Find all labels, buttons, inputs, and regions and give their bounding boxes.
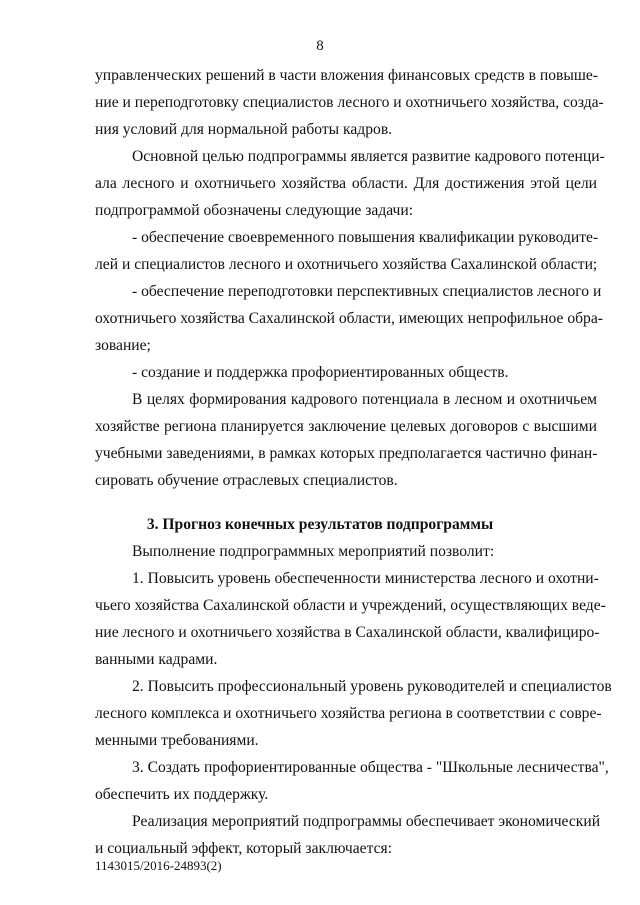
text-line: 2. Повысить профессиональный уровень руководителей и специалистов [132,678,612,695]
text-line: ния условий для нормальной работы кадров. [95,121,393,138]
text-line: ванными кадрами. [95,651,218,668]
text-line: зование; [95,337,151,354]
text-line: ала лесного и охотничьего хозяйства области. Для достижения этой цели [95,175,597,192]
text-line: обеспечить их поддержку. [95,786,269,803]
text-line: 1. Повысить уровень обеспеченности министерства лесного и охотни- [132,570,599,587]
text-line: ние и переподготовку специалистов лесного и охотничьего хозяйства, созда- [95,94,604,111]
document-footer-code: 1143015/2016-24893(2) [95,858,222,873]
text-line: В целях формирования кадрового потенциала в лесном и охотничьем [132,391,597,408]
text-line: чьего хозяйства Сахалинской области и учреждений, осуществляющих веде- [95,597,606,614]
text-line: Основной целью подпрограммы является развитие кадрового потенци- [132,148,605,165]
text-line: охотничьего хозяйства Сахалинской области, имеющих непрофильное обра- [95,310,603,327]
text-line: - обеспечение переподготовки перспективных специалистов лесного и [132,283,602,300]
text-line: - обеспечение своевременного повышения квалификации руководите- [132,229,599,246]
text-line: 3. Создать профориентированные общества - "Школьные лесничества", [132,759,609,776]
text-line: лесного комплекса и охотничьего хозяйства региона в соответствии с совре- [95,705,602,722]
text-line: сировать обучение отраслевых специалистов. [95,472,398,489]
text-line: Реализация мероприятий подпрограммы обеспечивает экономический [132,813,601,830]
text-line: подпрограммой обозначены следующие задачи: [95,202,414,219]
text-line: и социальный эффект, который заключается: [95,840,393,857]
text-line: менными требованиями. [95,732,259,749]
section-heading: 3. Прогноз конечных результатов подпрограммы [146,516,494,533]
text-line: - создание и поддержка профориентированных обществ. [132,364,509,381]
text-line: хозяйстве региона планируется заключение целевых договоров с высшими [95,418,597,435]
text-line: Выполнение подпрограммных мероприятий позволит: [132,543,495,560]
text-line: учебными заведениями, в рамках которых предполагается частично финан- [95,445,598,462]
page-number: 8 [316,38,324,54]
text-line: управленческих решений в части вложения финансовых средств в повыше- [95,67,598,84]
text-line: лей и специалистов лесного и охотничьего хозяйства Сахалинской области; [95,256,598,273]
text-line: ние лесного и охотничьего хозяйства в Сахалинской области, квалифициро- [95,624,600,641]
